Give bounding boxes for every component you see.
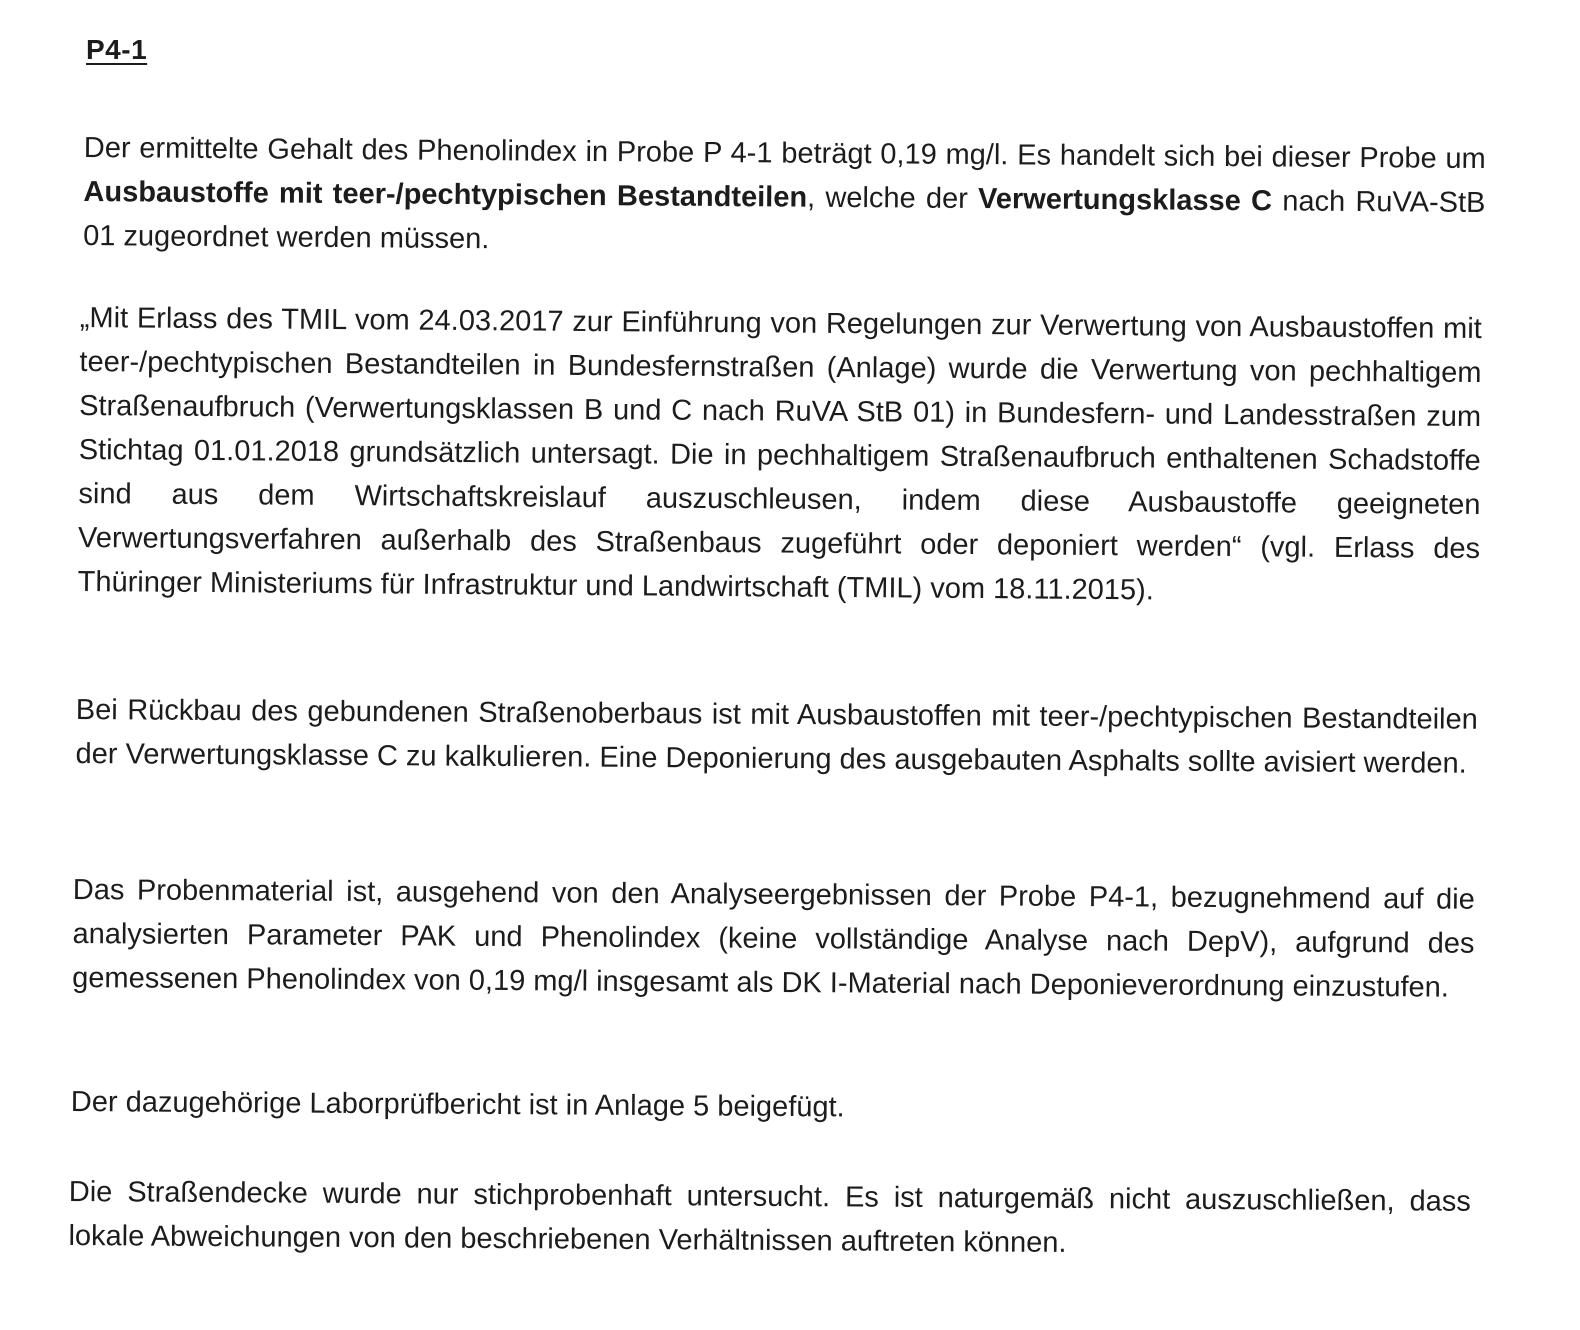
paragraph-disclaimer: Die Straßendecke wurde nur stichprobenhaft untersucht. Es ist naturgemäß nicht auszuschließen, dass lokale Abweichungen von den beschriebenen Verhältnissen auftreten können. bbox=[68, 1175, 1471, 1259]
section-heading: P4-1 bbox=[86, 34, 148, 65]
paragraph-classification bbox=[83, 126, 1486, 269]
paragraph-landfill-class: Das Probenmaterial ist, ausgehend von den Analyseergebnissen der Probe P4-1, bezugnehmend auf die analysierten Parameter PAK und Phenolindex (keine vollständige Analyse nach DepV), aufgrund des gemessenen Phenolindex von 0,19 mg/l insgesamt als DK I-Material nach Deponieverordnung einzustufen. bbox=[72, 873, 1475, 1004]
paragraph-text: , welche der bbox=[806, 181, 979, 216]
bold-term-material: Ausbaustoffe mit teer-/pechtypischen Bestandteilen bbox=[83, 175, 808, 214]
paragraph-text: Der ermittelte Gehalt des Phenolindex in Probe P 4-1 beträgt 0,19 mg/l. Es handelt sich bei dieser Probe um bbox=[83, 131, 1486, 176]
bold-term-class: Verwertungsklasse C bbox=[977, 183, 1273, 218]
paragraph-lab-report: Der dazugehörige Laborprüfbericht ist in Anlage 5 beigefügt. bbox=[70, 1085, 845, 1124]
paragraph-dismantling: Bei Rückbau des gebundenen Straßenoberbaus ist mit Ausbaustoffen mit teer-/pechtypischen Bestandteilen der Verwertungsklasse C zu kalkulieren. Eine Deponierung des ausgebauten Asphalts sollte avisiert werden. bbox=[75, 693, 1478, 780]
paragraph-text: nach RuVA-StB 01 zugeordnet werden müssen. bbox=[83, 185, 1486, 256]
paragraph-decree-quote: „Mit Erlass des TMIL vom 24.03.2017 zur Einführung von Regelungen zur Verwertung von Ausbaustoffen mit teer-/pechtypischen Bestandteilen in Bundesfernstraßen (Anlage) wurde die Verwertung von pechhaltigem Straßenaufbruch (Verwertungsklassen B und C nach RuVA StB 01) in Bundesfern- und Landesstraßen zum Stichtag 01.01.2018 grundsätzlich untersagt. Die in pechhaltigem Straßenaufbruch enthaltenen Schadstoffe sind aus dem Wirtschaftskreislauf auszuschleusen, indem diese Ausbaustoffe geeigneten Verwertungsverfahren außerhalb des Straßenbaus zugeführt oder deponiert werden“ (vgl. Erlass des Thüringer Ministeriums für Infrastruktur und Landwirtschaft (TMIL) vom 18.11.2015). bbox=[77, 301, 1482, 607]
